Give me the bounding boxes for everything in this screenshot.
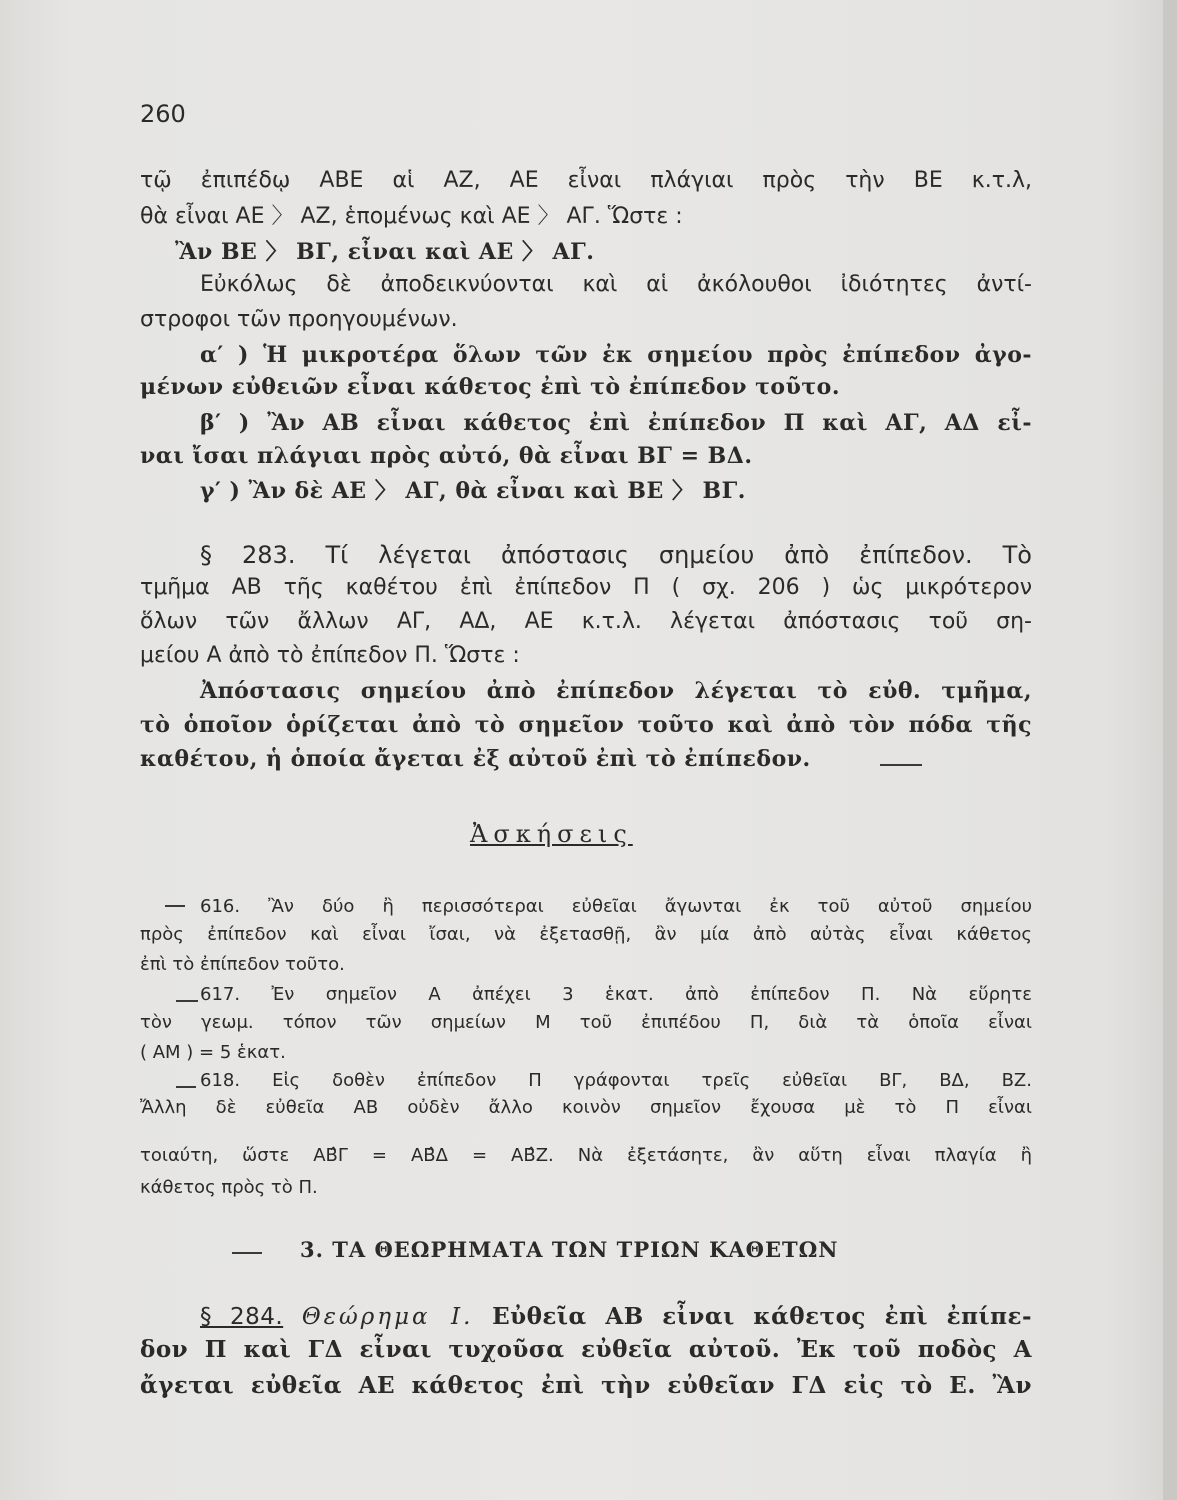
- text-line: θὰ εἶναι ΑΕ 〉 ΑΖ, ἑπομένως καὶ ΑΕ 〉 ΑΓ. Ὥστε :: [140, 204, 683, 229]
- exercise-line: Ἄλλη δὲ εὐθεῖα ΑΒ οὐδὲν ἄλλο κοινὸν σημεῖον ἔχουσα μὲ τὸ Π εἶναι: [140, 1097, 1032, 1118]
- handwritten-mark: [232, 1252, 262, 1254]
- text-line-bold: Ἂν ΒΕ 〉 ΒΓ, εἶναι καὶ ΑΕ 〉 ΑΓ.: [175, 239, 595, 265]
- text-line: τῷ ἐπιπέδῳ ΑΒΕ αἱ ΑΖ, ΑΕ εἶναι πλάγιαι πρὸς τὴν ΒΕ κ.τ.λ,: [140, 168, 1032, 193]
- exercise-line: 617. Ἐν σημεῖον Α ἀπέχει 3 ἑκατ. ἀπὸ ἐπίπεδον Π. Νὰ εὕρητε: [200, 984, 1032, 1005]
- text-line: μείου Α ἀπὸ τὸ ἐπίπεδον Π. Ὥστε :: [140, 643, 520, 668]
- page-number: 260: [140, 100, 186, 128]
- section-heading: 3. ΤΑ ΘΕΩΡΗΜΑΤΑ ΤΩΝ ΤΡΙΩΝ ΚΑΘΕΤΩΝ: [300, 1237, 839, 1262]
- theorem-line: [200, 1302, 1032, 1332]
- text-line-bold: καθέτου, ἡ ὁποία ἄγεται ἐξ αὐτοῦ ἐπὶ τὸ ἐπίπεδον.: [140, 746, 811, 772]
- theorem-line: ἄγεται εὐθεῖα ΑΕ κάθετος ἐπὶ τὴν εὐθεῖαν ΓΔ εἰς τὸ Ε. Ἂν: [140, 1372, 1032, 1399]
- text-line: στροφοι τῶν προηγουμένων.: [140, 307, 458, 332]
- text-line: ὅλων τῶν ἄλλων ΑΓ, ΑΔ, ΑΕ κ.τ.λ. λέγεται ἀπόστασις τοῦ ση-: [140, 609, 1032, 634]
- text-line-bold: Ἀπόστασις σημείου ἀπὸ ἐπίπεδον λέγεται τὸ εὐθ. τμῆμα,: [200, 678, 1032, 704]
- exercise-line: τὸν γεωμ. τόπον τῶν σημείων Μ τοῦ ἐπιπέδου Π, διὰ τὰ ὁποῖα εἶναι: [140, 1012, 1032, 1033]
- theorem-label: Θεώρημα Ι.: [301, 1304, 474, 1330]
- theorem-text: Εὐθεῖα ΑΒ εἶναι κάθετος ἐπὶ ἐπίπε-: [492, 1303, 1032, 1330]
- exercise-line: 618. Εἰς δοθὲν ἐπίπεδον Π γράφονται τρεῖς εὐθεῖαι ΒΓ, ΒΔ, ΒΖ.: [200, 1070, 1032, 1091]
- exercise-line: τοιαύτη, ὥστε ΑΒ̂Γ = ΑΒ̂Δ = ΑΒ̂Ζ. Νὰ ἐξετάσητε, ἂν αὕτη εἶναι πλαγία ἢ: [140, 1145, 1032, 1166]
- text-line: τμῆμα ΑΒ τῆς καθέτου ἐπὶ ἐπίπεδον Π ( σχ. 206 ) ὡς μικρότερον: [140, 575, 1032, 600]
- text-line-bold: μένων εὐθειῶν εἶναι κάθετος ἐπὶ τὸ ἐπίπεδον τοῦτο.: [140, 374, 840, 400]
- text-line-bold: ναι ἴσαι πλάγιαι πρὸς αὐτό, θὰ εἶναι ΒΓ = ΒΔ.: [140, 443, 753, 469]
- text-line: Εὐκόλως δὲ ἀποδεικνύονται καὶ αἱ ἀκόλουθοι ἰδιότητες ἀντί-: [200, 272, 1032, 297]
- page-edge: [1163, 0, 1177, 1500]
- text-line-bold: τὸ ὁποῖον ὁρίζεται ἀπὸ τὸ σημεῖον τοῦτο καὶ ἀπὸ τὸν πόδα τῆς: [140, 712, 1032, 738]
- exercise-line: ἐπὶ τὸ ἐπίπεδον τοῦτο.: [140, 954, 345, 975]
- handwritten-mark: [176, 1000, 198, 1002]
- exercise-line: κάθετος πρὸς τὸ Π.: [140, 1177, 318, 1198]
- text-line-bold: β′ ) Ἂν ΑΒ εἶναι κάθετος ἐπὶ ἐπίπεδον Π καὶ ΑΓ, ΑΔ εἶ-: [200, 410, 1032, 436]
- handwritten-mark: [880, 764, 922, 766]
- exercises-heading: Ἀσκήσεις: [470, 820, 633, 848]
- exercise-line: πρὸς ἐπίπεδον καὶ εἶναι ἴσαι, νὰ ἐξετασθῇ, ἂν μία ἀπὸ αὐτὰς εἶναι κάθετος: [140, 924, 1032, 945]
- exercise-line: ( ΑΜ ) = 5 ἑκατ.: [140, 1042, 286, 1063]
- exercise-line: 616. Ἂν δύο ἢ περισσότεραι εὐθεῖαι ἄγωνται ἐκ τοῦ αὐτοῦ σημείου: [200, 896, 1032, 917]
- theorem-line: δον Π καὶ ΓΔ εἶναι τυχοῦσα εὐθεῖα αὐτοῦ. Ἐκ τοῦ ποδὸς Α: [140, 1336, 1032, 1363]
- text-line-bold: α′ ) Ἡ μικροτέρα ὅλων τῶν ἐκ σημείου πρὸς ἐπίπεδον ἀγο-: [200, 342, 1032, 368]
- handwritten-mark: [176, 1086, 196, 1088]
- paragraph-number: § 284.: [200, 1304, 284, 1330]
- handwritten-mark: [165, 905, 185, 907]
- text-line-bold: γ′ ) Ἂν δὲ ΑΕ 〉 ΑΓ, θὰ εἶναι καὶ ΒΕ 〉 ΒΓ.: [200, 478, 746, 504]
- text-line: § 283. Τί λέγεται ἀπόστασις σημείου ἀπὸ ἐπίπεδον. Τὸ: [200, 541, 1032, 569]
